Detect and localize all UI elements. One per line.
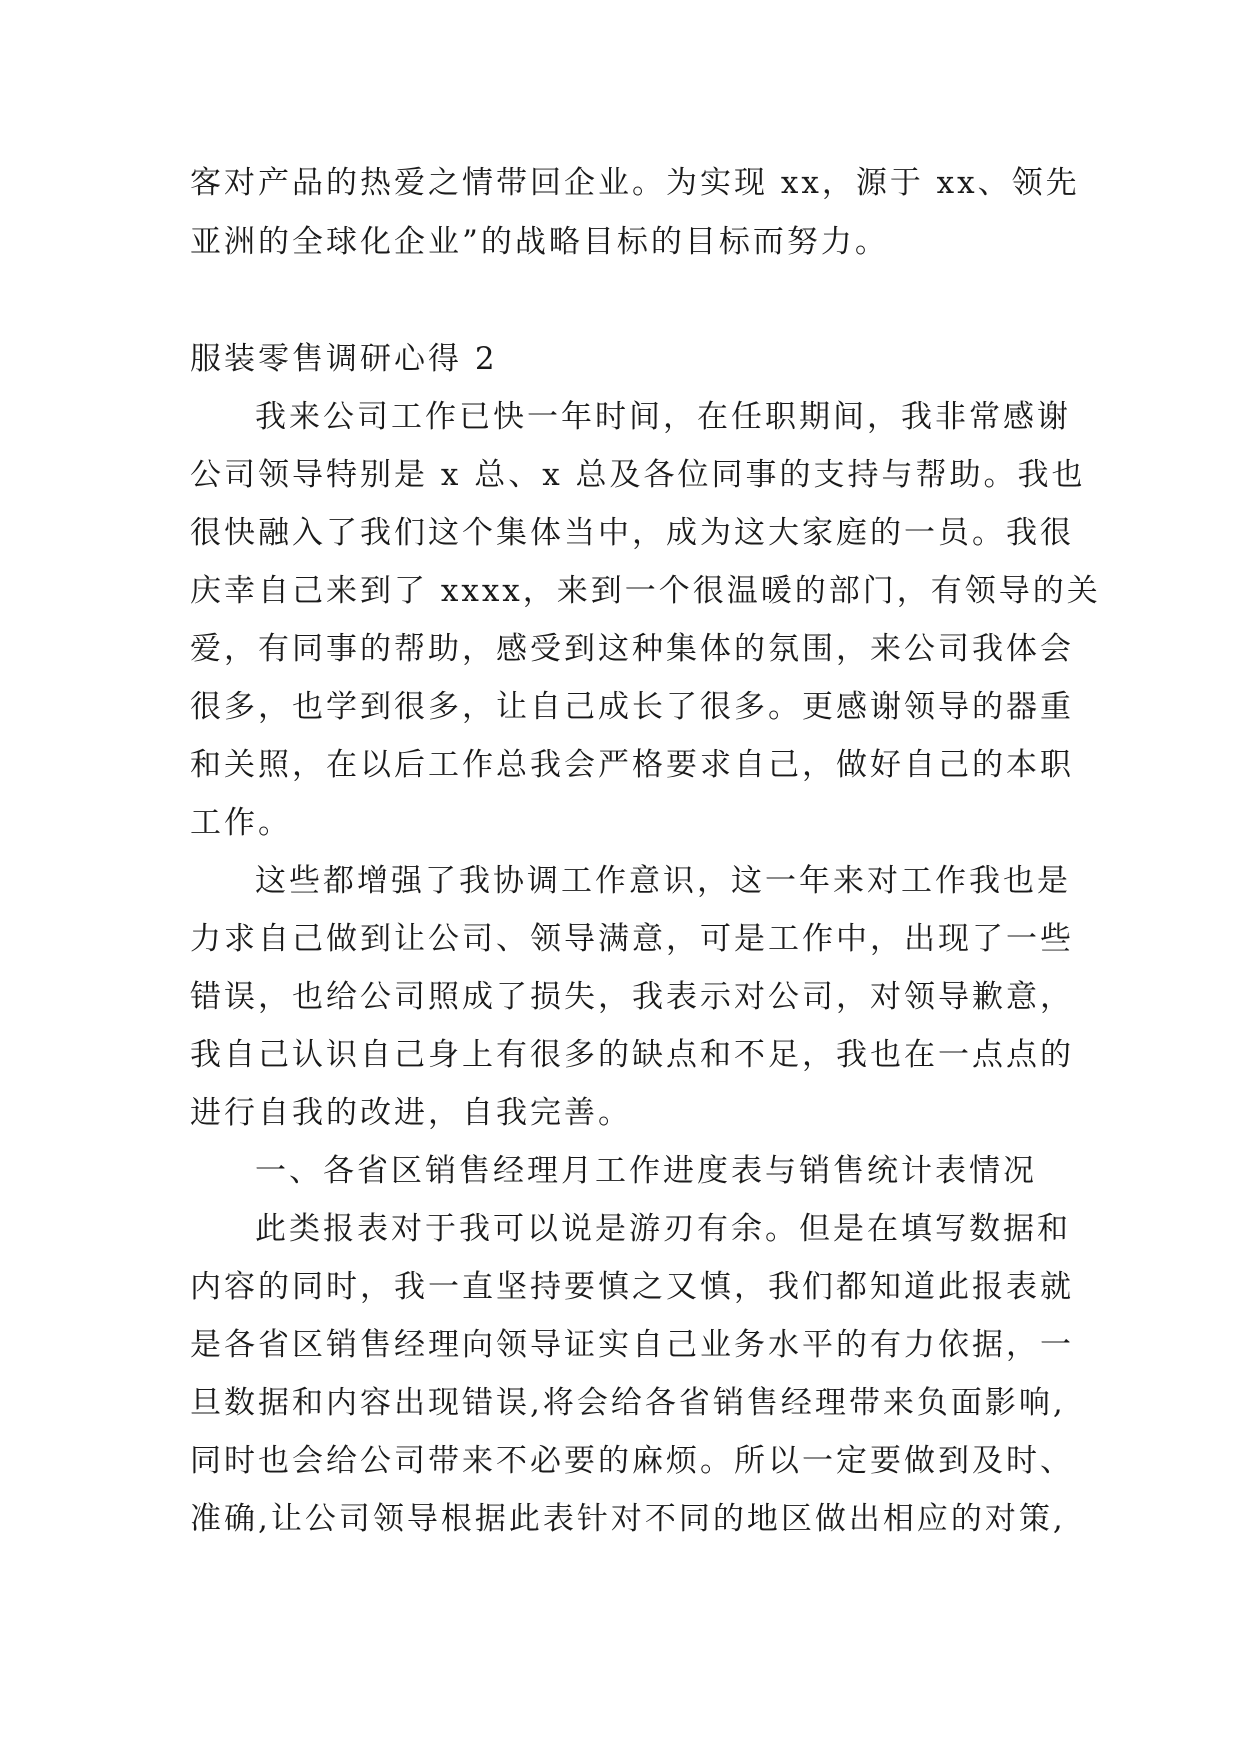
- text-line: 庆幸自己来到了 xxxx，来到一个很温暖的部门，有领导的关: [190, 573, 1101, 609]
- text-line: 是各省区销售经理向领导证实自己业务水平的有力依据，一: [190, 1327, 1074, 1363]
- text-line: 我自己认识自己身上有很多的缺点和不足，我也在一点点的: [190, 1037, 1074, 1073]
- text-line: 旦数据和内容出现错误,将会给各省销售经理带来负面影响,: [190, 1385, 1066, 1421]
- text-line: 力求自己做到让公司、领导满意，可是工作中，出现了一些: [190, 921, 1074, 957]
- text-line: 客对产品的热爱之情带回企业。为实现 xx，源于 xx、领先: [190, 165, 1080, 201]
- paragraph-first-line: 我来公司工作已快一年时间，在任职期间，我非常感谢: [255, 399, 1071, 435]
- text-line: 进行自我的改进，自我完善。: [190, 1095, 632, 1131]
- text-line: 很多，也学到很多，让自己成长了很多。更感谢领导的器重: [190, 689, 1074, 725]
- text-line: 公司领导特别是 x 总、x 总及各位同事的支持与帮助。我也: [190, 457, 1086, 493]
- text-line: 准确,让公司领导根据此表针对不同的地区做出相应的对策,: [190, 1501, 1066, 1537]
- subheading: 一、各省区销售经理月工作进度表与销售统计表情况: [255, 1153, 1037, 1189]
- text-line: 亚洲的全球化企业”的战略目标的目标而努力。: [190, 224, 889, 260]
- text-line: 很快融入了我们这个集体当中，成为这大家庭的一员。我很: [190, 515, 1074, 551]
- text-line: 错误，也给公司照成了损失，我表示对公司，对领导歉意，: [190, 979, 1074, 1015]
- text-line: 和关照，在以后工作总我会严格要求自己，做好自己的本职: [190, 747, 1074, 783]
- text-line: 爱，有同事的帮助，感受到这种集体的氛围，来公司我体会: [190, 631, 1074, 667]
- text-line: 工作。: [190, 805, 292, 841]
- section-heading: 服装零售调研心得 2: [190, 341, 498, 377]
- text-line: 同时也会给公司带来不必要的麻烦。所以一定要做到及时、: [190, 1443, 1074, 1479]
- text-line: 内容的同时，我一直坚持要慎之又慎，我们都知道此报表就: [190, 1269, 1074, 1305]
- paragraph-first-line: 这些都增强了我协调工作意识，这一年来对工作我也是: [255, 863, 1071, 899]
- paragraph-first-line: 此类报表对于我可以说是游刃有余。但是在填写数据和: [255, 1211, 1071, 1247]
